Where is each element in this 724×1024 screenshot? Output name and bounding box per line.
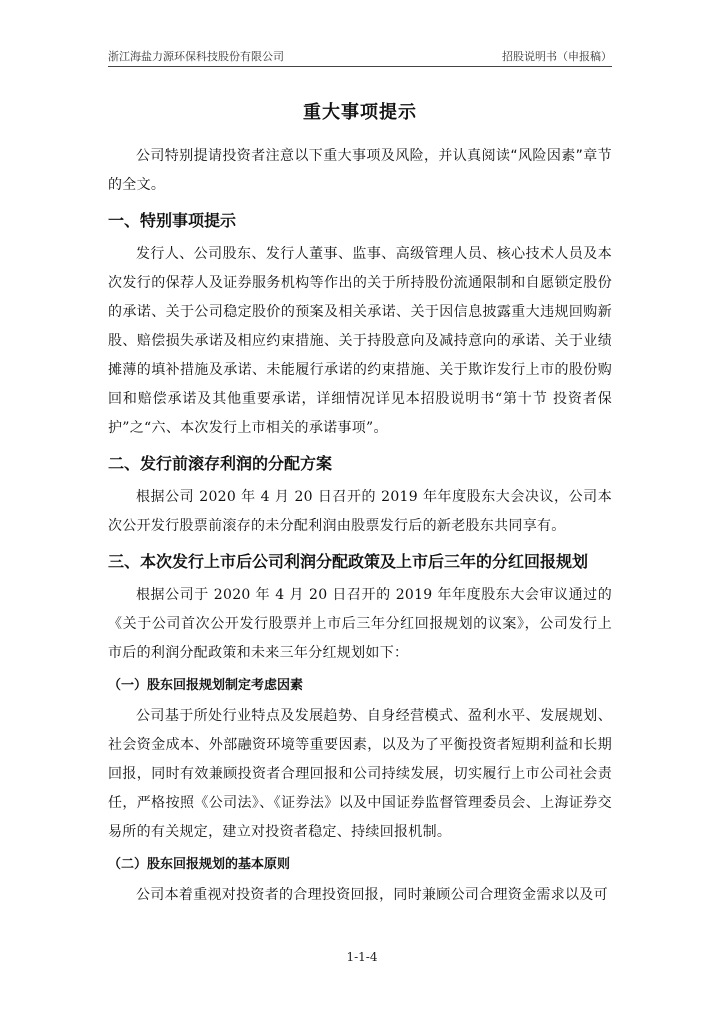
page-header: [108, 48, 612, 66]
subsection-3-2-heading: （二）股东回报规划的基本原则: [108, 857, 291, 872]
header-document-type: 招股说明书（申报稿）: [502, 50, 612, 63]
subsection-3-2-paragraph: 公司本着重视对投资者的合理投资回报，同时兼顾公司合理资金需求以及可: [136, 887, 608, 903]
header-divider: [108, 66, 612, 67]
subsection-3-1-paragraph: 公司基于所处行业特点及发展趋势、自身经营模式、盈利水平、发展规划、社会资金成本、外部融资环境等重要因素，以及为了平衡投资者短期利益和长期回报，同时有效兼顾投资者合理回报和公司持续发展，切实履行上市公司社会责任，严格按照《公司法》、《证券法》以及中国证券监督管理委员会、上海证券交易所的有关规定，建立对投资者稳定、持续回报机制。: [108, 708, 612, 840]
section-2-heading: 二、发行前滚存利润的分配方案: [108, 454, 333, 473]
intro-paragraph: 公司特别提请投资者注意以下重大事项及风险，并认真阅读“风险因素”章节的全文。: [108, 148, 612, 193]
subsection-3-1-heading: （一）股东回报规划制定考虑因素: [108, 678, 304, 693]
section-2-paragraph: 根据公司 2020 年 4 月 20 日召开的 2019 年年度股东大会决议，公司本次公开发行股票前滚存的未分配利润由股票发行后的新老股东共同享有。: [108, 489, 612, 534]
section-3-paragraph: 根据公司于 2020 年 4 月 20 日召开的 2019 年年度股东大会审议通过的《关于公司首次公开发行股票并上市后三年分红回报规划的议案》，公司发行上市后的利润分配政策和未来三年分红规划如下：: [108, 587, 612, 661]
section-1-paragraph: 发行人、公司股东、发行人董事、监事、高级管理人员、核心技术人员及本次发行的保荐人及证券服务机构等作出的关于所持股份流通限制和自愿锁定股份的承诺、关于公司稳定股价的预案及相关承诺、关于因信息披露重大违规回购新股、赔偿损失承诺及相应约束措施、关于持股意向及减持意向的承诺、关于业绩摊薄的填补措施及承诺、未能履行承诺的约束措施、关于欺诈发行上市的股份购回和赔偿承诺及其他重要承诺，详细情况详见本招股说明书“第十节 投资者保护”之“六、本次发行上市相关的承诺事项”。: [108, 246, 612, 436]
document-body: [108, 92, 612, 910]
page-title: 重大事项提示: [303, 102, 417, 123]
section-3-heading: 三、本次发行上市后公司利润分配政策及上市后三年的分红回报规划: [108, 552, 589, 571]
page-number: 1-1-4: [346, 950, 378, 964]
header-company-name: 浙江海盐力源环保科技股份有限公司: [108, 50, 284, 63]
section-1-heading: 一、特别事项提示: [108, 211, 237, 230]
